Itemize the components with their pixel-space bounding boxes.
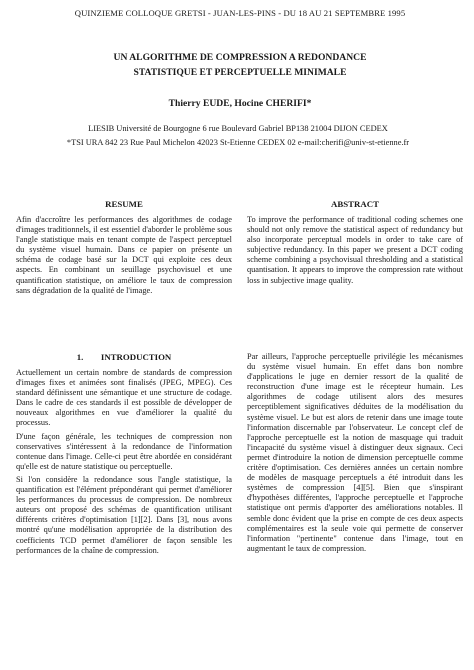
intro-paragraph-2: D'une façon générale, les techniques de compression non conservatives s'intéressent à la redondance de l'information contenue dans l'image. Celle-ci peut être abordée en considérant qu'elle est de nature statistique ou perceptuelle.	[16, 431, 232, 471]
intro-paragraph-4: Par ailleurs, l'approche perceptuelle privilégie les mécanismes du système visuel humain. En effet dans bon nombre d'applications le juge en dernier ressort de la qualité de reconstruction d'une image est le récepteur humain. Les algorithmes de codage utilisent alors des mesures perceptiblement significatives déduites de la modélisation du système visuel. Le but est alors de retenir dans une image toute l'information discernable par l'observateur. Le concept clef de l'approche perceptuelle est la notion de masquage qui traduit l'incapacité du système visuel à distinguer deux signaux. Ceci permet d'introduire la notion de dimension perceptuelle comme critère d'optimisation. Ces dernières années un certain nombre de modèles de masquage perceptuels a été introduit dans les systèmes de compression [4][5]. Bien que s'inspirant d'hypothèses différentes, l'approche perceptuelle et l'approche statistique ont permis d'apporter des améliorations notables. Il semble donc évident que la prise en compte de ces deux aspects complémentaires est la seule voie qui permette de conserver l'information "pertinente" contenue dans l'image, tout en augmentant le taux de compression.	[247, 352, 463, 553]
resume-heading: RESUME	[105, 199, 143, 209]
affiliation-2: *TSI URA 842 23 Rue Paul Michelon 42023 St-Etienne CEDEX 02 e-mail:cherifi@univ-st-etienne.fr	[66, 138, 410, 147]
resume-paragraph: Afin d'accroître les performances des algorithmes de codage d'images traditionnels, il est essentiel d'aborder le problème sous l'angle statistique mais en tenant compte de l'aspect perceptuel du système visuel humain. Dans ce papier on présente un schéma de codage basé sur la DCT qui exploite ces deux aspects. En combinant un seuillage psychovisuel et une quantification statistique, on améliore le taux de compression sans dégradation de la qualité de l'image.	[16, 215, 232, 295]
abstract-paragraph: To improve the performance of traditional coding schemes one should not only remove the statistical aspect of redundancy but also incorporate perceptual models in order to take care of subjective redundancy. In this paper we present a DCT coding scheme combining a psychovisual thresholding and a statistical quantisation. It appears to improve the compression rate without loss in subjective image quality.	[247, 215, 463, 285]
introduction-section	[16, 352, 232, 559]
paper-title	[40, 50, 440, 80]
running-head: QUINZIEME COLLOQUE GRETSI - JUAN-LES-PINS - DU 18 AU 21 SEPTEMBRE 1995	[74, 8, 406, 18]
affiliation-1: LIESIB Université de Bourgogne 6 rue Boulevard Gabriel BP138 21004 DIJON CEDEX	[88, 124, 388, 133]
title-line-2: STATISTIQUE ET PERCEPTUELLE MINIMALE	[133, 67, 347, 78]
intro-paragraph-1: Actuellement un certain nombre de standards de compression d'images fixes et animées sont finalisés (JPEG, MPEG). Ces standard définissent une sémantique et une structure de codage. Dans le cadre de ces standards il est possible de développer de nouveaux algorithmes en vue d'améliorer la qualité du processus.	[16, 368, 232, 428]
introduction-heading: 1. INTRODUCTION	[76, 352, 172, 362]
abstract-heading: ABSTRACT	[331, 199, 379, 209]
abstract-section	[247, 199, 463, 289]
resume-section	[16, 199, 232, 299]
intro-paragraph-3: Si l'on considère la redondance sous l'angle statistique, la quantification est l'élément prépondérant qui permet d'améliorer les performances du processus de compression. De nombreux auteurs ont proposé des schémas de quantification utilisant différents critères d'optimisation [1][2]. Dans [3], nous avons montré qu'une modélisation appropriée de la distribution des coefficients TCD permet d'améliorer de façon sensible les performances de la chaîne de compression.	[16, 474, 232, 555]
introduction-continued	[247, 352, 463, 557]
authors: Thierry EUDE, Hocine CHERIFI*	[168, 98, 312, 109]
title-line-1: UN ALGORITHME DE COMPRESSION A REDONDANCE	[113, 52, 367, 63]
